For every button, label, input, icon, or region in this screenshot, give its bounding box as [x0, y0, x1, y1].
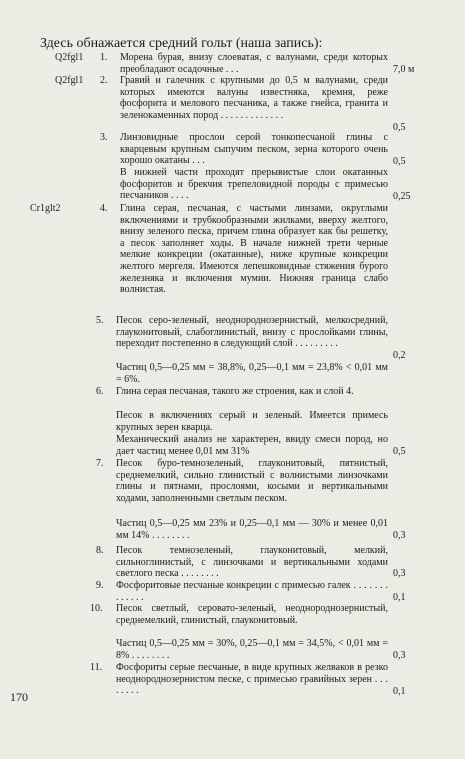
layer-description: Фосфориты серые песчаные, в виде крупных желваков в резко неоднороднозернистом песке, с примесью гравийных зерен . . . . . . . .: [116, 662, 388, 697]
layer-description: Песок в включениях серый и зеленый. Имеется примесь крупных зерен кварца.: [116, 410, 388, 433]
layer-number: 4.: [100, 203, 108, 214]
grain-analysis: Частиц 0,5—0,25 мм = 38,8%, 0,25—0,1 мм = 23,8% < 0,01 мм = 6%.: [116, 362, 388, 385]
layer-number: 5.: [96, 315, 104, 326]
grain-analysis: Механический анализ не характерен, ввиду смеси пород, но дает частиц менее 0,01 мм 31%: [116, 434, 388, 457]
stratigraphic-label: Q2fgl1: [55, 75, 84, 86]
layer-thickness: 0,3: [393, 568, 406, 579]
layer-number: 2.: [100, 75, 108, 86]
layer-description: Фосфоритовые песчаные конкреции с примесью галек . . . . . . . . . . . . .: [116, 580, 388, 603]
layer-description: Глина серая песчаная, такого же строения, как и слой 4.: [116, 386, 354, 397]
layer-thickness: 0,5: [393, 122, 406, 133]
layer-number: 1.: [100, 52, 108, 63]
page-number: 170: [10, 690, 28, 704]
layer-thickness: 0,3: [393, 530, 406, 541]
page-heading: Здесь обнажается средний гольт (наша запись):: [40, 36, 323, 51]
layer-number: 10.: [90, 603, 103, 614]
layer-description: Песок темнозеленый, глауконитовый, мелкий, сильноглинистый, с линзочками и вертикальными ходами светлого песка . . . . . . . .: [116, 545, 388, 580]
grain-analysis: Частиц 0,5—0,25 мм 23% и 0,25—0,1 мм — 30% и менее 0,01 мм 14% . . . . . . . .: [116, 518, 388, 541]
layer-number: 11.: [90, 662, 103, 673]
layer-thickness: 0,5: [393, 156, 406, 167]
stratigraphic-label: Q2fgl1: [55, 52, 84, 63]
layer-description: Гравий и галечник с крупными до 0,5 м валунами, среди которых имеются валуны известняка, кремня, реже фосфорита и мелового песчаника, а также гнейса, гранита и зеленокаменных пород . . . . . . . . . . . . .: [120, 75, 388, 121]
layer-number: 3.: [100, 132, 108, 143]
layer-description: Морена бурая, внизу слоеватая, с валунами, среди которых преобладают осадочные . . .: [120, 52, 388, 75]
layer-description: Песок серо-зеленый, неоднороднозернистый, мелкосредний, глауконитовый, слабоглинистый, внизу с прослойками глины, переходит постепенно в следующий слой . . . . . . . . .: [116, 315, 388, 350]
layer-number: 8.: [96, 545, 104, 556]
layer-description: Песок светлый, серовато-зеленый, неоднороднозернистый, среднемелкий, глинистый, глауконитовый.: [116, 603, 388, 626]
layer-thickness: 0,2: [393, 350, 406, 361]
layer-thickness: 0,3: [393, 650, 406, 661]
layer-thickness: 0,1: [393, 592, 406, 603]
layer-number: 6.: [96, 386, 104, 397]
layer-description: Линзовидные прослои серой тонкопесчаной глины с кварцевым крупным сыпучим песком, зерна которого очень хорошо окатаны . . .: [120, 132, 388, 167]
layer-thickness: 0,5: [393, 446, 406, 457]
layer-thickness: 7,0 м: [393, 64, 415, 75]
layer-thickness: 0,1: [393, 686, 406, 697]
layer-number: 9.: [96, 580, 104, 591]
grain-analysis: Частиц 0,5—0,25 мм = 30%, 0,25—0,1 мм = 34,5%, < 0,01 мм = 8% . . . . . . . .: [116, 638, 388, 661]
layer-number: 7.: [96, 458, 104, 469]
stratigraphic-label: Cr1glt2: [30, 203, 61, 214]
layer-thickness: 0,25: [393, 191, 411, 202]
layer-description: В нижней части проходят прерывистые слои окатанных фосфоритов и брекчия трепеловидной породы с примесью песчаников . . . .: [120, 167, 388, 202]
layer-description: Песок буро-темнозеленый, глауконитовый, пятнистый, среднемелкий, сильно глинистый с волнистыми линзочками глины и пятнами, прослоями, косыми и вертикальными ходами, заполненными светлым песком.: [116, 458, 388, 504]
layer-description: Глина серая, песчаная, с частыми линзами, округлыми включениями и трубкообразными жилками, вверху желтого, внизу зеленого песка, причем глина образует как бы решетку, а песок заполняет ходы. В начале нижней трети черные мелкие конкреции (окатанные), ниже крупные конкреции желтого мергеля. Имеются лепешковидные стяжения бурого железняка и включения мумии. Нижняя граница слабо волнистая.: [120, 203, 388, 296]
